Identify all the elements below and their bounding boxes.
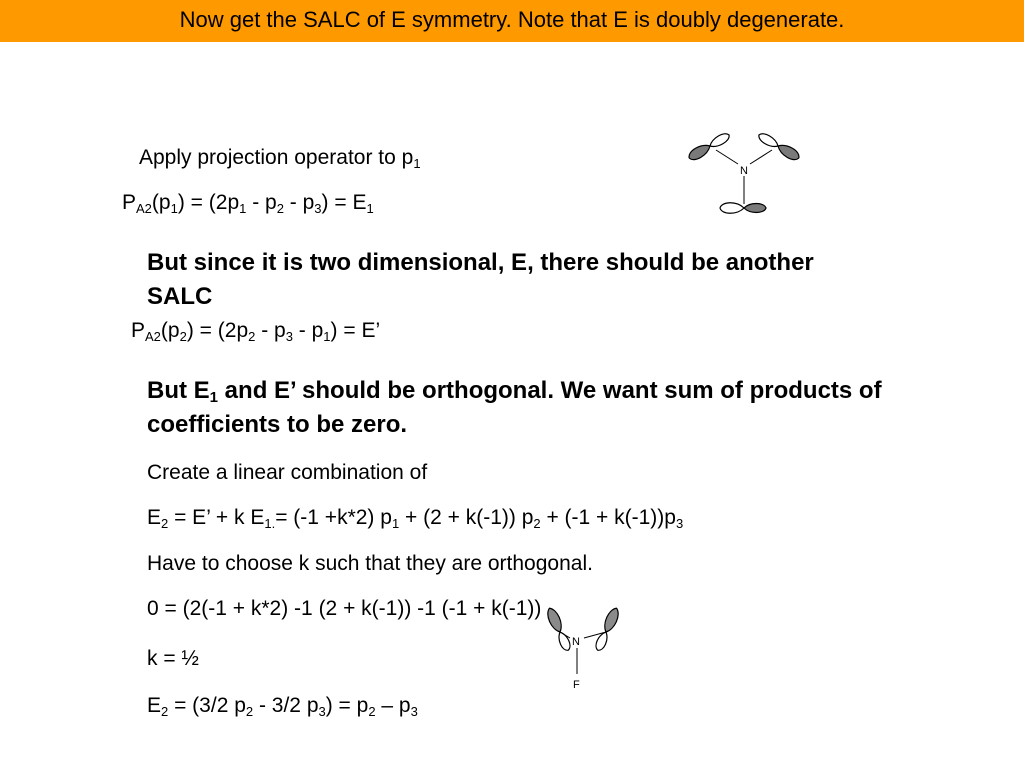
orthogonality-note [147, 374, 887, 442]
text-segment: ) = (2p [177, 191, 240, 214]
nitrogen-label: N [572, 636, 580, 648]
subscript: 3 [318, 704, 326, 719]
text-segment: ) = (2p [186, 319, 249, 342]
text-segment: (p [151, 191, 171, 214]
text-segment: 0 = (2(-1 + k*2) -1 (2 + k(-1)) -1 (-1 + k(-1)) [147, 597, 542, 620]
nitrogen-label: N [740, 165, 748, 177]
subscript: 1 [323, 329, 331, 344]
subscript: 2 [161, 516, 169, 531]
text-segment: Apply projection operator to p [139, 146, 414, 169]
subscript: 2 [161, 704, 169, 719]
subscript: 2 [245, 704, 254, 719]
text-segment: and E’ should be orthogonal. We want sum of products of coefficients to be zero. [147, 377, 882, 438]
k-value-line [147, 646, 199, 672]
fluorine-label: F [573, 679, 580, 691]
bond-right [750, 150, 772, 164]
e2-result-equation [147, 693, 418, 719]
subscript: A2 [136, 201, 152, 216]
orbital-bottom [720, 203, 766, 214]
text-segment: Have to choose k such that they are orthogonal. [147, 552, 593, 575]
orbital-left [545, 606, 573, 652]
text-segment: = (3/2 p [168, 694, 246, 717]
text-segment: - 3/2 p [253, 694, 319, 717]
bond-left [716, 150, 738, 164]
orthogonality-equation [147, 596, 541, 622]
text-segment: – p [375, 694, 411, 717]
text-segment: - p [283, 191, 315, 214]
projection-equation-2 [131, 318, 380, 344]
text-segment: E [147, 694, 162, 717]
text-segment: + (2 + k(-1)) p [399, 506, 534, 529]
text-segment: k = ½ [147, 647, 199, 670]
subscript: 1. [264, 516, 276, 531]
text-segment: - p [255, 319, 286, 342]
orbital-upper-right [756, 130, 800, 162]
p-orbital-diagram-bottom [522, 600, 634, 696]
text-segment: E [147, 506, 162, 529]
subscript: 3 [314, 201, 322, 216]
text-segment: + (-1 + k(-1))p [540, 506, 676, 529]
text-segment: P [131, 319, 146, 342]
text-segment: Create a linear combination of [147, 461, 428, 484]
text-segment: = E’ + k E [168, 506, 265, 529]
orbital-upper-left [688, 130, 732, 162]
slide-title: Now get the SALC of E symmetry. Note that E is doubly degenerate. [179, 7, 845, 32]
subscript: 1 [391, 516, 400, 531]
subscript: 1 [366, 201, 374, 216]
text-segment: - p [292, 319, 324, 342]
subscript: 3 [410, 704, 418, 719]
orthogonal-k-line [147, 551, 593, 577]
text-segment: P [122, 191, 137, 214]
linear-combination-line [147, 460, 427, 486]
subscript: 1 [413, 156, 421, 171]
p-orbital-diagram-top [688, 124, 800, 224]
text-segment: = (-1 +k*2) p [275, 506, 392, 529]
subscript: 1 [209, 389, 219, 406]
text-segment: But E [147, 377, 210, 404]
subscript: 1 [170, 201, 178, 216]
subscript: A2 [145, 329, 161, 344]
projection-equation-1 [122, 190, 374, 216]
text-segment: ) = p [325, 694, 369, 717]
subscript: 2 [368, 704, 376, 719]
two-dimensional-note [147, 246, 847, 314]
text-segment: (p [160, 319, 180, 342]
text-segment: ) = E [321, 191, 367, 214]
subscript: 2 [248, 329, 256, 344]
text-segment: But since it is two dimensional, E, there should be another SALC [147, 249, 814, 310]
subscript: 3 [675, 516, 684, 531]
e2-combination-equation [147, 505, 683, 531]
subscript: 3 [285, 329, 293, 344]
subscript: 2 [533, 516, 541, 531]
orbital-right [593, 606, 621, 652]
title-banner [0, 0, 1024, 42]
subscript: 2 [179, 329, 187, 344]
subscript: 2 [276, 201, 284, 216]
projection-operator-line [139, 145, 421, 171]
text-segment: ) = E’ [330, 319, 381, 342]
text-segment: - p [246, 191, 277, 214]
subscript: 1 [239, 201, 247, 216]
